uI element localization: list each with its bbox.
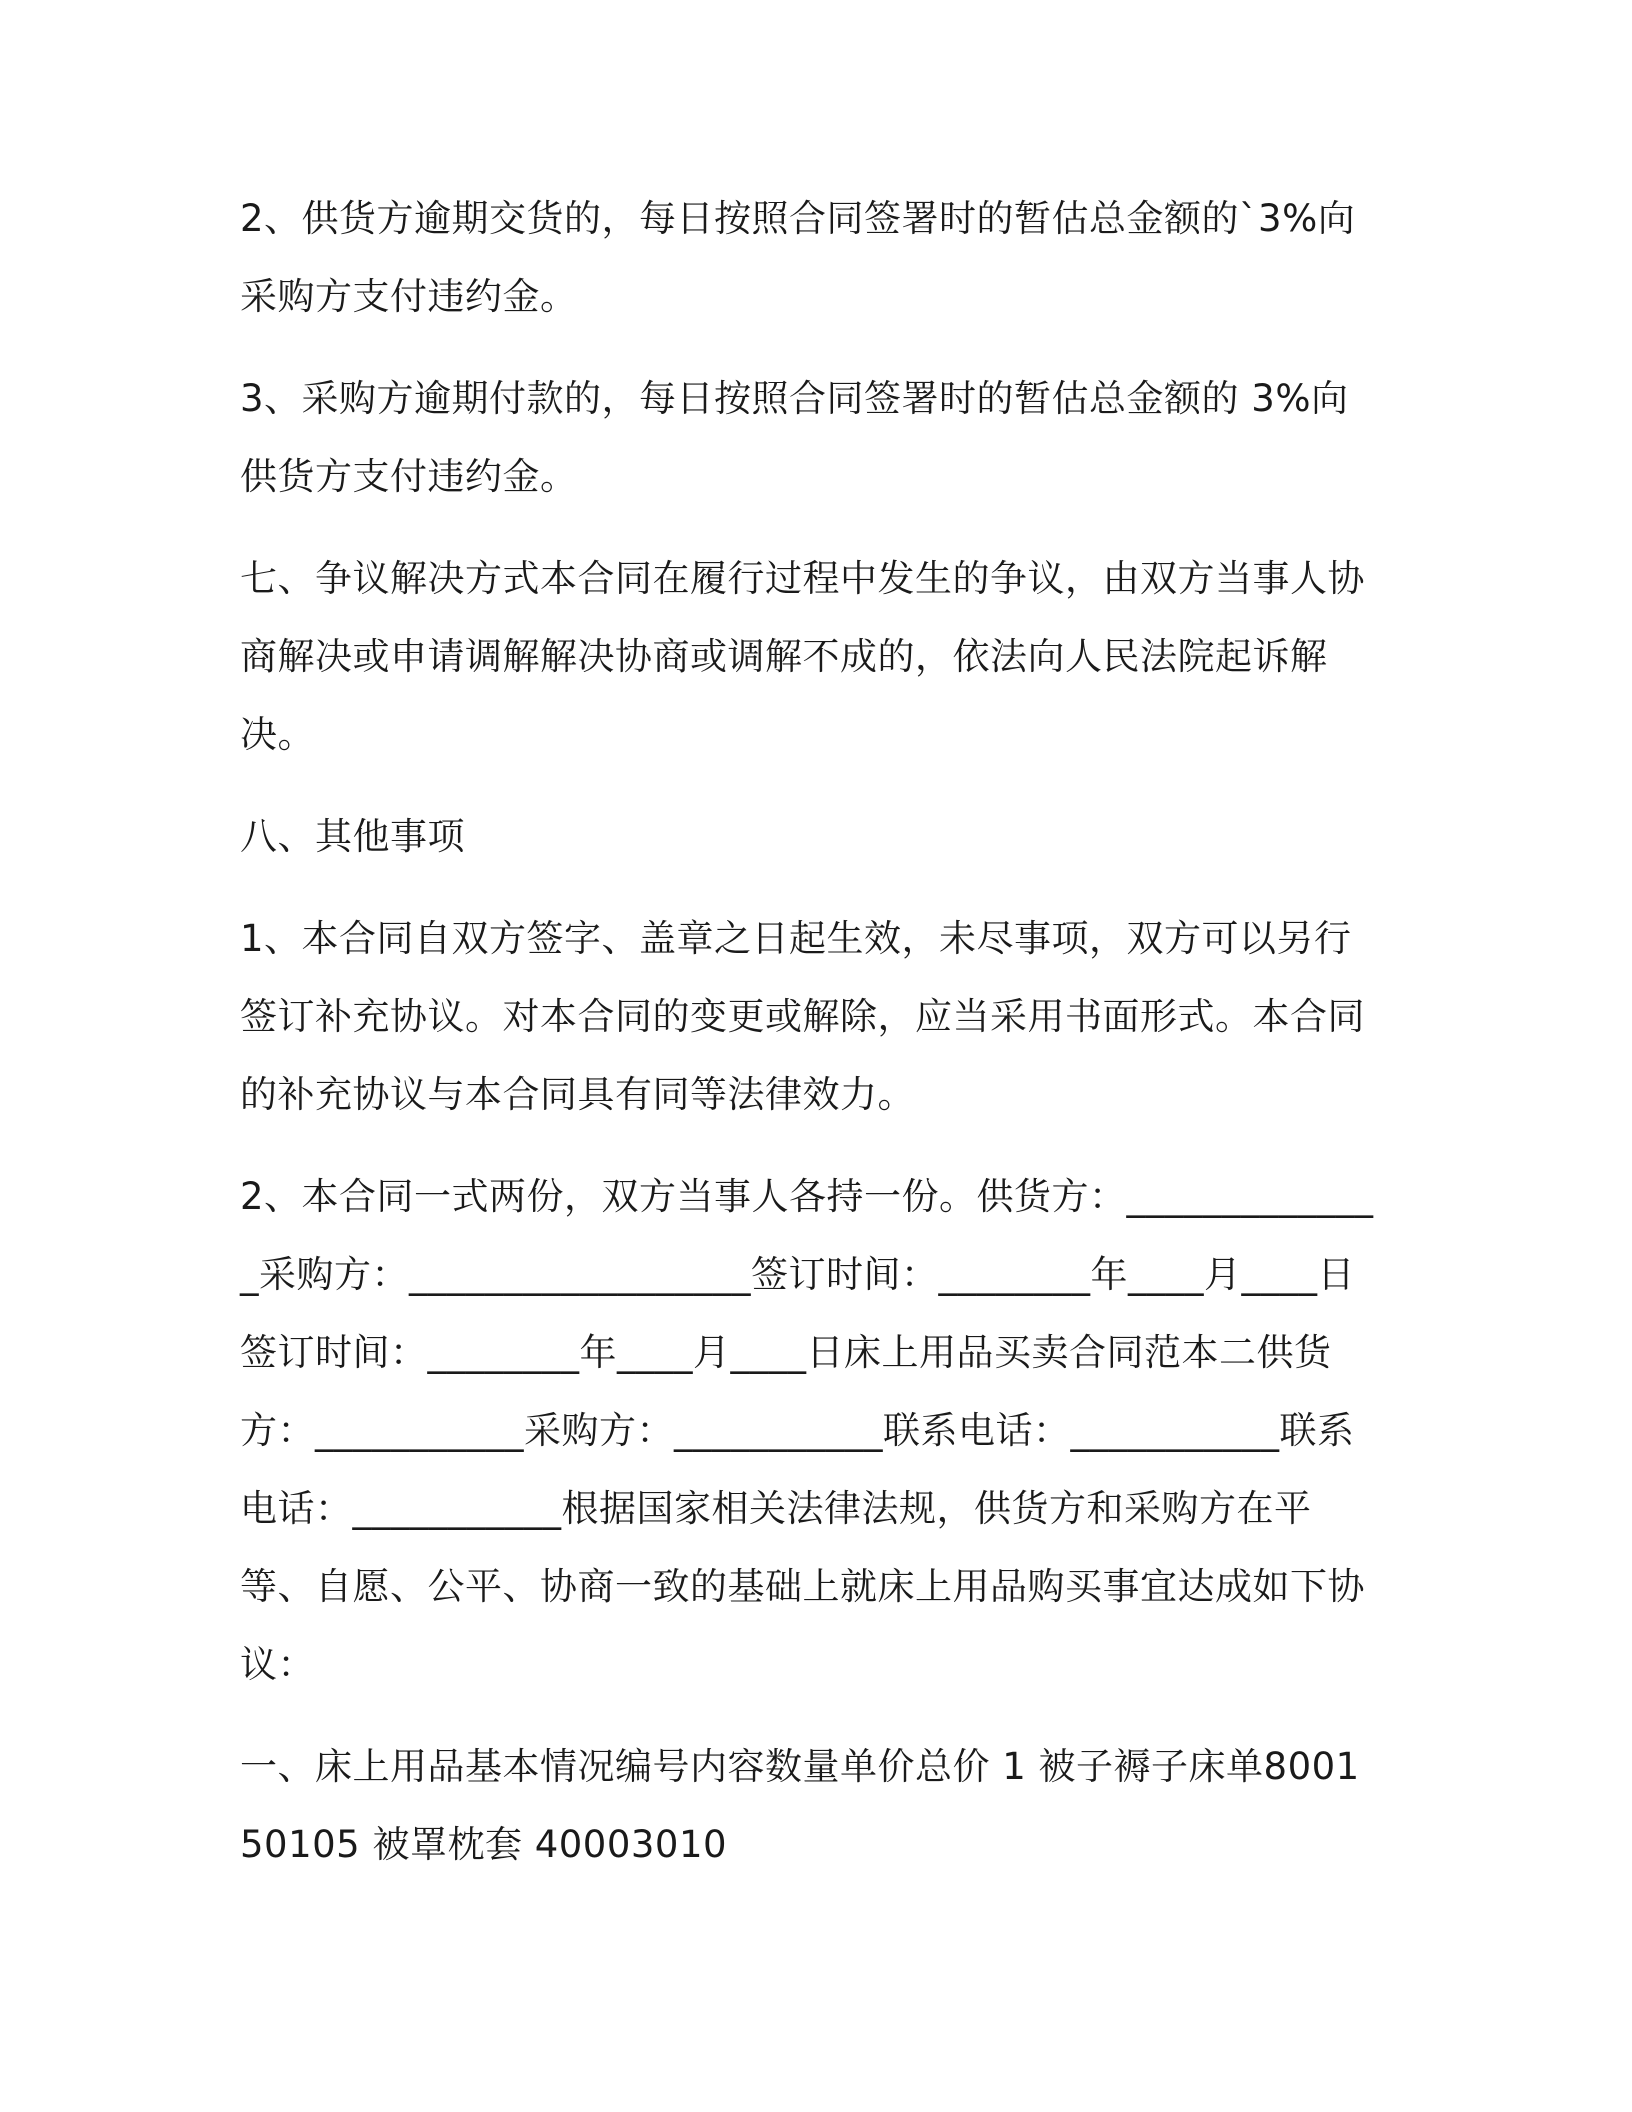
section-bedding-basic-info: 一、床上用品基本情况编号内容数量单价总价 1 被子褥子床单800150105 被罩枕套 40003010 bbox=[240, 1745, 1360, 1866]
section-dispute-resolution: 七、争议解决方式本合同在履行过程中发生的争议，由双方当事人协商解决或申请调解解决协商或调解不成的，依法向人民法院起诉解决。 bbox=[240, 557, 1365, 756]
document-page bbox=[240, 180, 1380, 1908]
clause-effective-date: 1、本合同自双方签字、盖章之日起生效，未尽事项，双方可以另行签订补充协议。对本合同的变更或解除，应当采用书面形式。本合同的补充协议与本合同具有同等法律效力。 bbox=[240, 917, 1365, 1116]
clause-buyer-late-payment: 3、采购方逾期付款的，每日按照合同签署时的暂估总金额的 3%向供货方支付违约金。 bbox=[240, 377, 1349, 498]
section-heading-other-matters: 八、其他事项 bbox=[240, 815, 465, 858]
clause-copies-and-signatures: 2、本合同一式两份，双方当事人各持一份。供货方：______________采购方：__________________签订时间：________年____月____日签订时间：________年____月____日床上用品买卖合同范本二供货方：___________采购方：___________联系电话：___________联系电话：___________根据国家相关法律法规，供货方和采购方在平等、自愿、公平、协商一致的基础上就床上用品购买事宜达成如下协议： bbox=[240, 1175, 1374, 1686]
clause-supplier-late-delivery: 2、供货方逾期交货的，每日按照合同签署时的暂估总金额的`3%向采购方支付违约金。 bbox=[240, 197, 1356, 318]
